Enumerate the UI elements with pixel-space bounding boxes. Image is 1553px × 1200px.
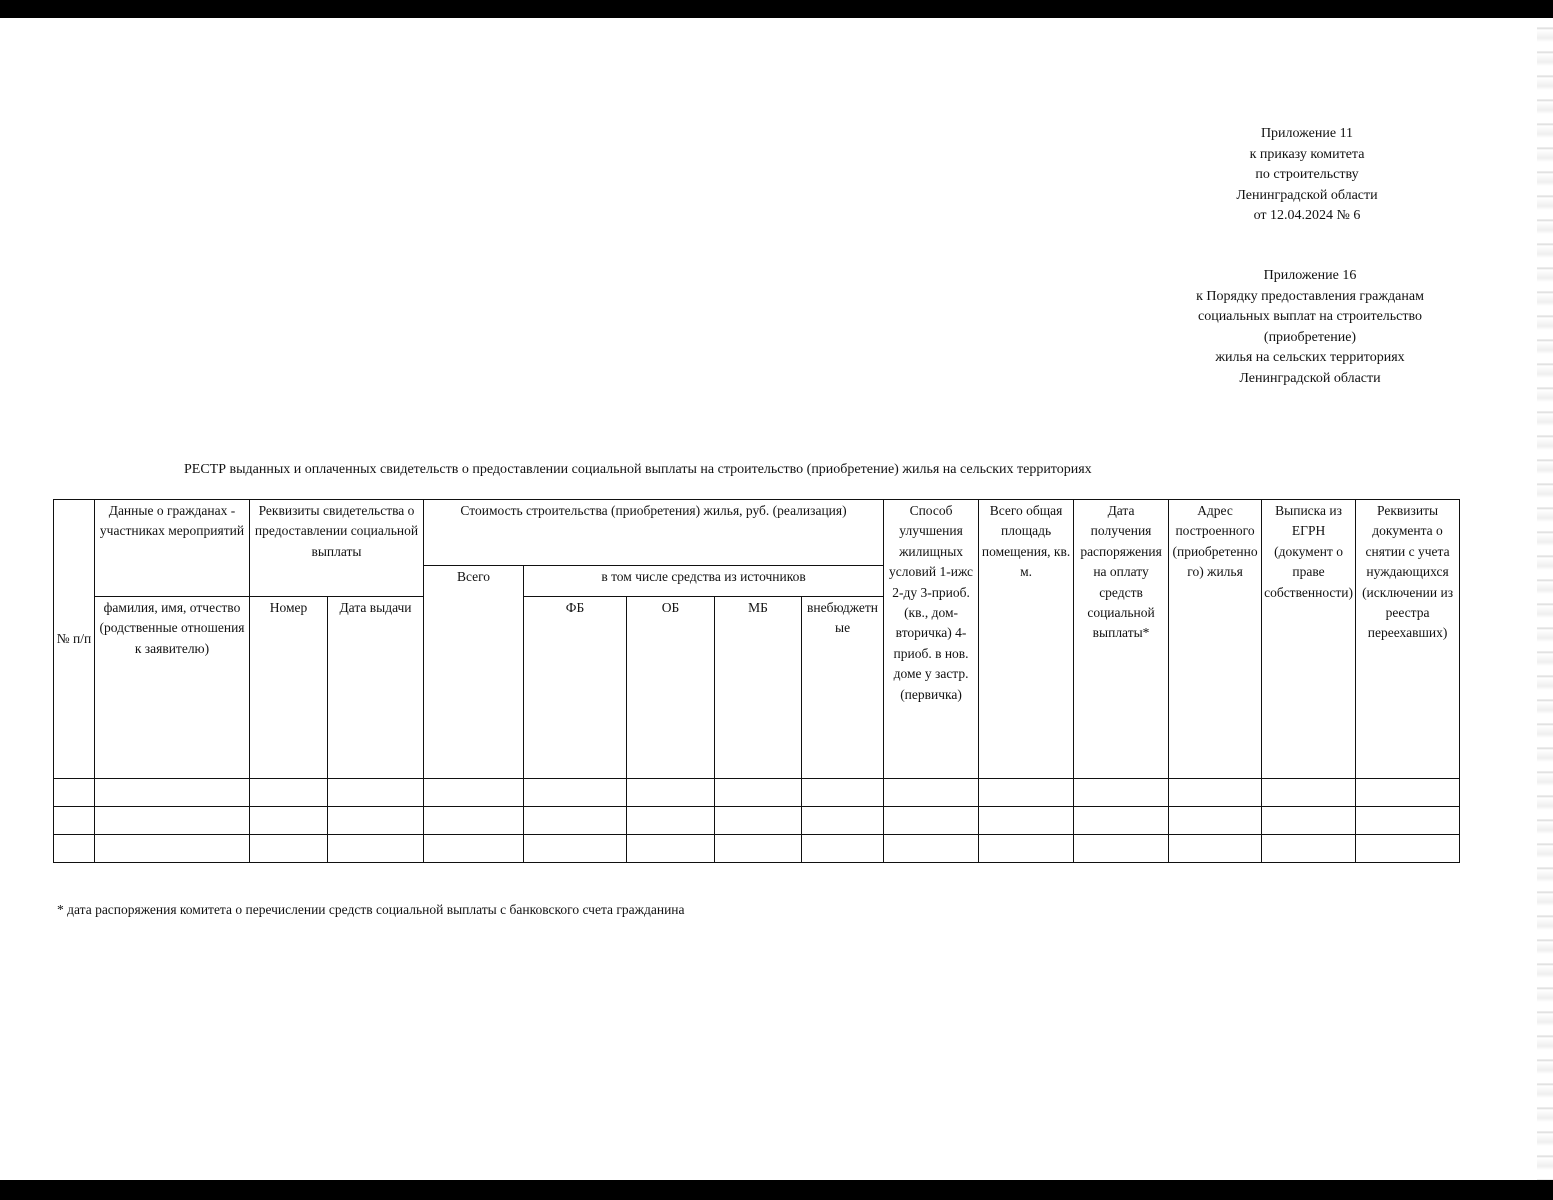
approval-procedure-line: социальных выплат на строительство: [1197, 309, 1423, 324]
table-row: [54, 807, 1460, 835]
table-cell: [802, 835, 884, 863]
table-cell: [627, 807, 715, 835]
approval-procedure-line: к Порядку предоставления гражданам: [1196, 288, 1424, 304]
table-cell: [627, 779, 715, 807]
table-cell: [1074, 835, 1169, 863]
approval-block-procedure: [1160, 266, 1460, 389]
header-area: Всего общая площадь помещения, кв. м.: [979, 500, 1074, 779]
header-deregistration: Реквизиты документа о снятии с учета нуждающихся (исключении из реестра переехавших): [1356, 500, 1460, 779]
table-row: [54, 835, 1460, 863]
table-cell: [1169, 835, 1262, 863]
table-cell: [715, 779, 802, 807]
table-cell: [1356, 779, 1460, 807]
approval-order-line: к приказу комитета: [1249, 146, 1365, 162]
approval-order-line: по строительству: [1255, 167, 1359, 182]
table-cell: [627, 835, 715, 863]
approval-procedure-line: Приложение 16: [1263, 268, 1357, 283]
table-cell: [802, 807, 884, 835]
header-sources-group: в том числе средства из источников: [524, 566, 884, 597]
header-citizens-group: Данные о гражданах - участниках мероприятий: [95, 500, 250, 597]
approval-procedure-line: Ленинградской области: [1239, 370, 1381, 386]
table-cell: [979, 807, 1074, 835]
header-total: Всего: [424, 566, 524, 779]
footnote: * дата распоряжения комитета о перечислении средств социальной выплаты с банковского счета гражданина: [57, 902, 685, 917]
document-title: РЕСТР выданных и оплаченных свидетельств о предоставлении социальной выплаты на строительство (приобретение) жилья на сельских территориях: [184, 462, 1092, 477]
header-mb: МБ: [715, 597, 802, 779]
table-cell: [250, 807, 328, 835]
header-order-date: Дата получения распоряжения на оплату средств социальной выплаты*: [1074, 500, 1169, 779]
header-cost-group: Стоимость строительства (приобретения) жилья, руб. (реализация): [424, 500, 884, 566]
table-cell: [250, 835, 328, 863]
table-cell: [802, 779, 884, 807]
header-address: Адрес построенного (приобретенного) жилья: [1169, 500, 1262, 779]
table-cell: [328, 779, 424, 807]
table-cell: [54, 835, 95, 863]
table-cell: [715, 807, 802, 835]
approval-order-line: Ленинградской области: [1236, 187, 1378, 203]
approval-order-line: от 12.04.2024 № 6: [1253, 208, 1361, 223]
table-cell: [1356, 807, 1460, 835]
header-ob: ОБ: [627, 597, 715, 779]
table-cell: [424, 835, 524, 863]
table-cell: [524, 779, 627, 807]
table-cell: [715, 835, 802, 863]
header-fio: фамилия, имя, отчество (родственные отношения к заявителю): [95, 597, 250, 779]
table-cell: [1169, 779, 1262, 807]
table-row: [54, 779, 1460, 807]
header-fb: ФБ: [524, 597, 627, 779]
table-cell: [1074, 779, 1169, 807]
header-certificate-group: Реквизиты свидетельства о предоставлении социальной выплаты: [250, 500, 424, 597]
table-cell: [54, 779, 95, 807]
approval-procedure-line: жилья на сельских территориях: [1215, 350, 1405, 365]
table-cell: [884, 779, 979, 807]
table-cell: [1074, 807, 1169, 835]
table-cell: [54, 807, 95, 835]
table-cell: [95, 807, 250, 835]
approval-procedure-line: (приобретение): [1263, 329, 1357, 345]
table-cell: [979, 835, 1074, 863]
header-extra-budget: внебюджетные: [802, 597, 884, 779]
registry-body: [54, 779, 1460, 863]
header-egrn: Выписка из ЕГРН (документ о праве собственности): [1262, 500, 1356, 779]
approval-block-order: [1157, 124, 1457, 227]
table-cell: [1262, 779, 1356, 807]
table-cell: [979, 779, 1074, 807]
table-cell: [524, 807, 627, 835]
table-cell: [328, 807, 424, 835]
table-cell: [1169, 807, 1262, 835]
header-method: Способ улучшения жилищных условий 1-ижс 2-ду 3-приоб. (кв., дом-вторичка) 4-приоб. в нов. доме у застр. (первичка): [884, 500, 979, 779]
table-cell: [95, 835, 250, 863]
table-cell: [328, 835, 424, 863]
header-num: № п/п: [54, 500, 95, 779]
scan-edge: [1537, 18, 1553, 1180]
table-cell: [884, 835, 979, 863]
table-cell: [1262, 835, 1356, 863]
table-cell: [1356, 835, 1460, 863]
approval-order-line: Приложение 11: [1260, 126, 1354, 141]
header-issue-date: Дата выдачи: [328, 597, 424, 779]
table-cell: [95, 779, 250, 807]
table-cell: [424, 807, 524, 835]
table-cell: [524, 835, 627, 863]
table-cell: [884, 807, 979, 835]
table-cell: [424, 779, 524, 807]
table-cell: [1262, 807, 1356, 835]
registry-table: [53, 499, 1460, 863]
header-number: Номер: [250, 597, 328, 779]
table-cell: [250, 779, 328, 807]
